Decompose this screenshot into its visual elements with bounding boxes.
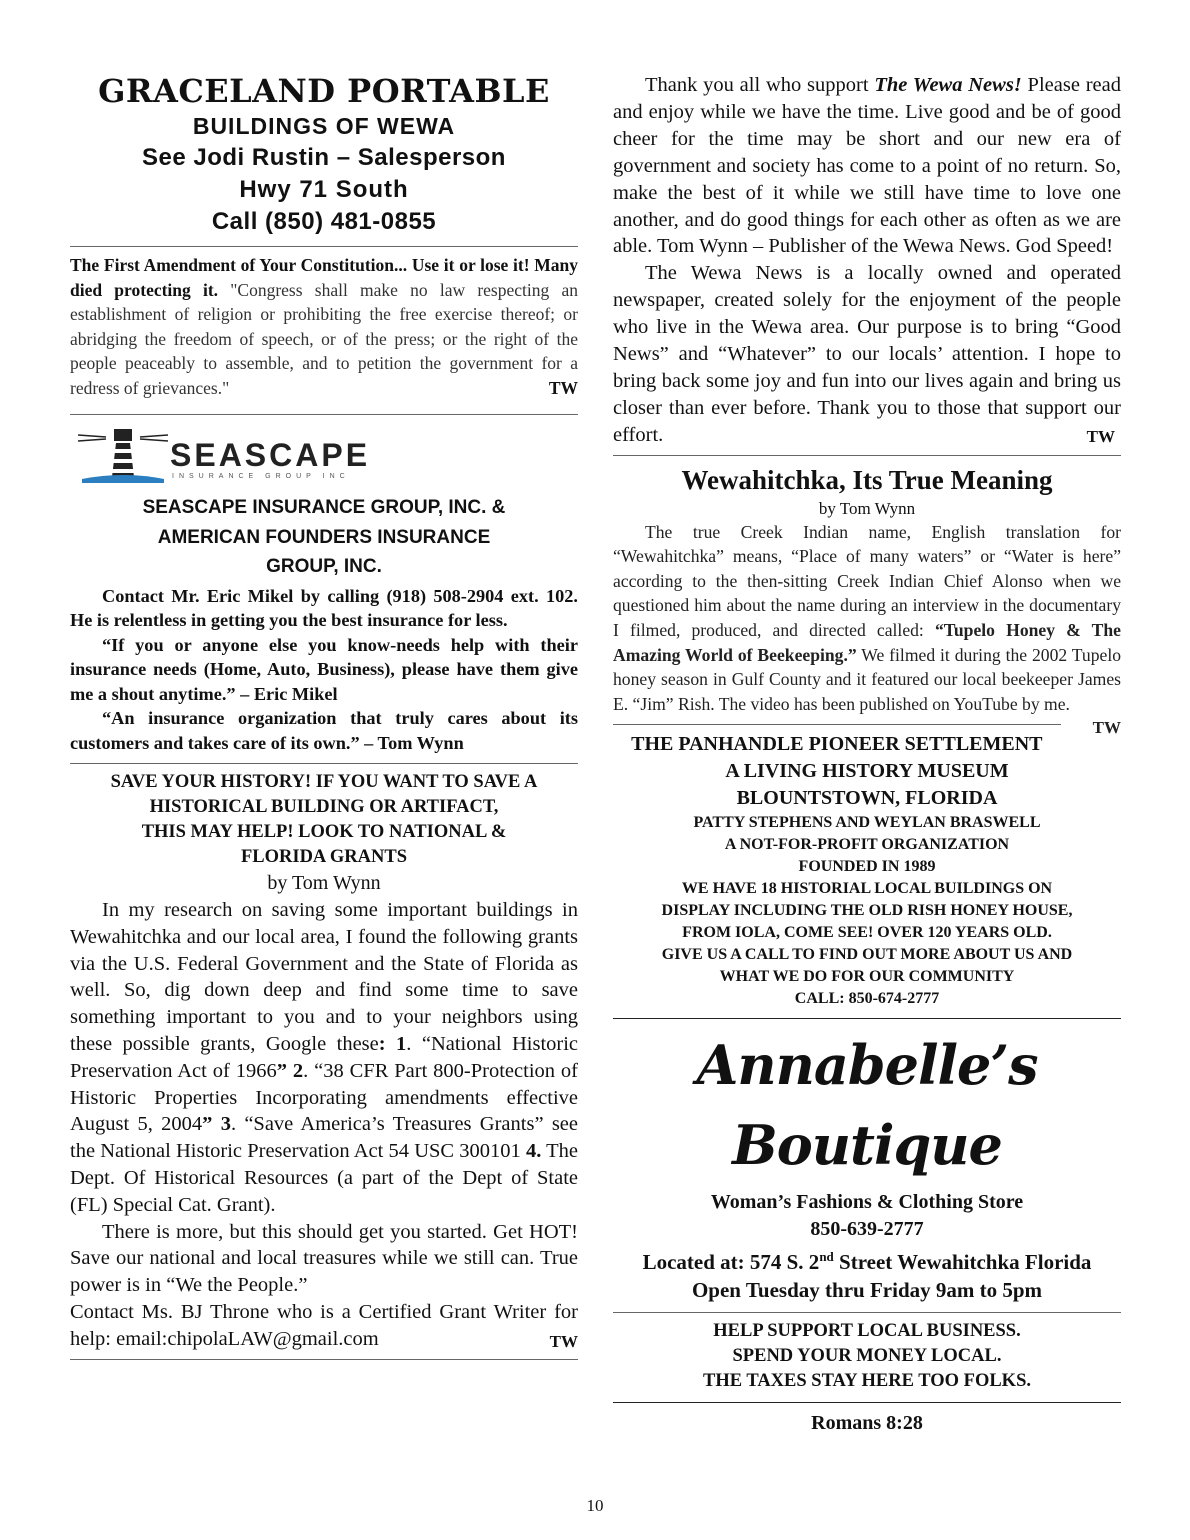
pioneer-line: DISPLAY INCLUDING THE OLD RISH HONEY HOUSE, — [661, 902, 1073, 920]
support-line: HELP SUPPORT LOCAL BUSINESS. — [713, 1321, 1021, 1342]
grant-number: 1 — [396, 1032, 407, 1055]
pioneer-line: WHAT WE DO FOR OUR COMMUNITY — [719, 968, 1015, 986]
grant-text: ” — [202, 1113, 213, 1136]
address-text: Located at: 574 S. 2 — [642, 1250, 820, 1275]
thanks-text: The Wewa News is a locally owned and operated newspaper, created solely for the enjoyment of the people who live in the Wewa area. Our purpose is to bring “Good News” and “Whatever” to our locals’ attention. I hope to bring back some joy and fun into our lives again and bring us closer than ever before. Thank you to those that support our effort. — [613, 262, 1121, 446]
pioneer-line: FOUNDED IN 1989 — [798, 858, 936, 876]
seascape-body — [70, 584, 578, 756]
history-paragraph: There is more, but this should get you started. Get HOT! Save our national and local treasures while we still can. True power is in “We the People.” — [70, 1220, 578, 1297]
grant-text: . “38 CFR Part 800-Protection of Historic Properties Incorporating amendments effective August 5, 2004 — [70, 1059, 578, 1136]
history-text: : — [378, 1032, 397, 1055]
grant-text: . “National Historic Preservation Act of 1966 — [70, 1032, 579, 1082]
pioneer-line: CALL: 850-674-2777 — [794, 990, 940, 1008]
meaning-paragraph — [613, 520, 1122, 738]
meaning-text: We filmed it during the 2002 Tupelo honey season in Gulf County and it featured our local beekeeper James E. “Jim” Rish. The video has been published on YouTube by me. — [613, 644, 1122, 714]
documentary-title: “Tupelo Honey & The Amazing World of Beekeeping.” — [613, 620, 1121, 665]
seascape-heading-line: SEASCAPE INSURANCE GROUP, INC. & — [142, 497, 506, 518]
graceland-ad — [70, 72, 578, 238]
graceland-line5: Call (850) 481-0855 — [211, 208, 437, 235]
thanks-text: Thank you all who support — [645, 74, 875, 96]
seascape-paragraph: “If you or anyone else you know-needs help with their insurance needs (Home, Auto, Business), please have them give me a shout anytime.” – Eric Mikel — [70, 634, 578, 704]
publication-name: The Wewa News! — [874, 74, 1022, 96]
divider — [70, 246, 578, 247]
lighthouse-icon — [78, 423, 168, 483]
page-number: 10 — [586, 1496, 604, 1515]
divider — [613, 1312, 1121, 1313]
pioneer-ad — [613, 731, 1121, 1010]
thanks-paragraph — [613, 72, 1121, 260]
divider — [613, 1018, 1121, 1019]
history-byline: by Tom Wynn — [267, 872, 381, 894]
meaning-text: The true Creek Indian name, English translation for “Wewahitchka” means, “Place of many waters” or “Water is here” according to the then-sitting Creek Indian Chief Alonso when we questioned him about the name during an interview in the documentary I filmed, produced, and directed called: — [613, 521, 1121, 641]
signature-tw: TW — [1086, 426, 1115, 446]
divider — [613, 455, 1121, 456]
signature-tw: TW — [548, 377, 578, 398]
pioneer-line: A NOT-FOR-PROFIT ORGANIZATION — [724, 836, 1010, 854]
annabelle-ad — [613, 1189, 1121, 1304]
support-line: THE TAXES STAY HERE TOO FOLKS. — [703, 1371, 1031, 1392]
annabelle-line: Woman’s Fashions & Clothing Store — [710, 1191, 1024, 1214]
address-text: nd — [819, 1249, 834, 1265]
first-amendment-lead: The First Amendment of Your Constitution... Use it or lose it! Many died protecting it. — [70, 255, 578, 300]
thanks-text: Please read and enjoy while we have the time. Live good and be of good cheer for the time may be short and our new era of government and society has come to a point of no return. So, make the best of it while we still have time to love one another, and do good things for each other as often as we are able. Tom Wynn – Publisher of the Wewa News. God Speed! — [613, 74, 1121, 258]
divider — [70, 1359, 578, 1360]
graceland-title: GRACELAND PORTABLE — [98, 72, 550, 110]
annabelle-address — [613, 1243, 1121, 1276]
thanks-article — [613, 72, 1121, 449]
divider — [70, 414, 578, 415]
signature-tw: TW — [1092, 718, 1121, 738]
support-line: SPEND YOUR MONEY LOCAL. — [732, 1346, 1002, 1367]
divider — [613, 1402, 1121, 1403]
history-heading-line: THIS MAY HELP! LOOK TO NATIONAL & — [141, 822, 507, 842]
grant-text: . “Save America’s Treasures Grants” see the National Historic Preservation Act 54 USC 300101 — [70, 1113, 579, 1163]
history-heading-line: FLORIDA GRANTS — [240, 847, 407, 867]
address-text: Street Wewahitchka Florida — [833, 1250, 1092, 1275]
grant-number: 2 — [292, 1059, 304, 1082]
grant-text: ” — [276, 1059, 287, 1082]
seascape-logo — [70, 423, 578, 485]
thanks-paragraph — [613, 260, 1121, 448]
meaning-title: Wewahitchka, Its True Meaning — [681, 464, 1053, 495]
graceland-line4: Hwy 71 South — [239, 176, 409, 203]
first-amendment-text: "Congress shall make no law respecting an establishment of religion or prohibiting the free exercise thereof; or abridging the freedom of speech, or of the press; or the right of the people peaceably to assemble, and to petition the government for a redress of grievances." — [70, 279, 578, 398]
pioneer-line: BLOUNTSTOWN, FLORIDA — [736, 787, 998, 810]
seascape-heading-line: GROUP, INC. — [266, 556, 382, 577]
annabelle-hours: Open Tuesday thru Friday 9am to 5pm — [691, 1278, 1043, 1303]
signature-tw: TW — [549, 1331, 578, 1351]
seascape-heading-line: AMERICAN FOUNDERS INSURANCE — [157, 526, 491, 548]
pioneer-line: FROM IOLA, COME SEE! OVER 120 YEARS OLD. — [682, 924, 1052, 942]
grant-number: 3 — [220, 1113, 231, 1136]
meaning-body — [613, 520, 1122, 738]
history-paragraph — [70, 897, 578, 1219]
meaning-byline: by Tom Wynn — [818, 498, 916, 518]
pioneer-line: THE PANHANDLE PIONEER SETTLEMENT — [631, 733, 1043, 756]
history-contact — [70, 1299, 578, 1353]
seascape-logo-word: SEASCAPE — [170, 437, 371, 473]
right-column — [613, 72, 1121, 1437]
history-contact-text: Contact Ms. BJ Throne who is a Certified Grant Writer for help: email:chipolaLAW@gmail.com — [70, 1300, 578, 1350]
first-amendment-article — [70, 253, 578, 400]
grant-text: The Dept. Of Historical Resources (a part of the Dept of State (FL) Special Cat. Grant). — [70, 1140, 578, 1216]
bible-verse: Romans 8:28 — [811, 1412, 923, 1435]
graceland-line2: BUILDINGS OF WEWA — [192, 113, 456, 139]
history-text: In my research on saving some important buildings in Wewahitchka and our local area, I found the following grants via the U.S. Federal Government and the State of Florida as well. So, dig down deep and find some time to save something important to you and to your neighbors using these possible grants, Google these — [70, 899, 578, 1055]
annabelle-logo: Annabelle’s Boutique — [696, 1033, 1038, 1178]
annabelle-phone: 850-639-2777 — [810, 1218, 924, 1241]
divider — [613, 724, 1061, 725]
seascape-heading — [70, 493, 578, 582]
left-column — [70, 72, 578, 1366]
history-heading — [70, 770, 578, 870]
pioneer-line: GIVE US A CALL TO FIND OUT MORE ABOUT US AND — [661, 946, 1073, 964]
history-body — [70, 897, 578, 1353]
history-heading-line: HISTORICAL BUILDING OR ARTIFACT, — [149, 797, 499, 817]
divider — [70, 763, 578, 764]
seascape-paragraph: Contact Mr. Eric Mikel by calling (918) 508-2904 ext. 102. He is relentless in getting you the best insurance for less. — [70, 585, 578, 630]
pioneer-line: WE HAVE 18 HISTORIAL LOCAL BUILDINGS ON — [681, 880, 1053, 898]
grant-number: 4. — [525, 1140, 542, 1163]
history-heading-line: SAVE YOUR HISTORY! IF YOU WANT TO SAVE A — [110, 772, 538, 792]
seascape-paragraph: “An insurance organization that truly cares about its customers and takes care of its own.” – Tom Wynn — [70, 708, 578, 753]
seascape-logo-sub: INSURANCE GROUP INC — [172, 473, 350, 480]
pioneer-line: A LIVING HISTORY MUSEUM — [725, 760, 1009, 783]
support-local — [613, 1319, 1121, 1394]
pioneer-line: PATTY STEPHENS AND WEYLAN BRASWELL — [693, 814, 1041, 832]
graceland-line3: See Jodi Rustin – Salesperson — [142, 144, 506, 171]
